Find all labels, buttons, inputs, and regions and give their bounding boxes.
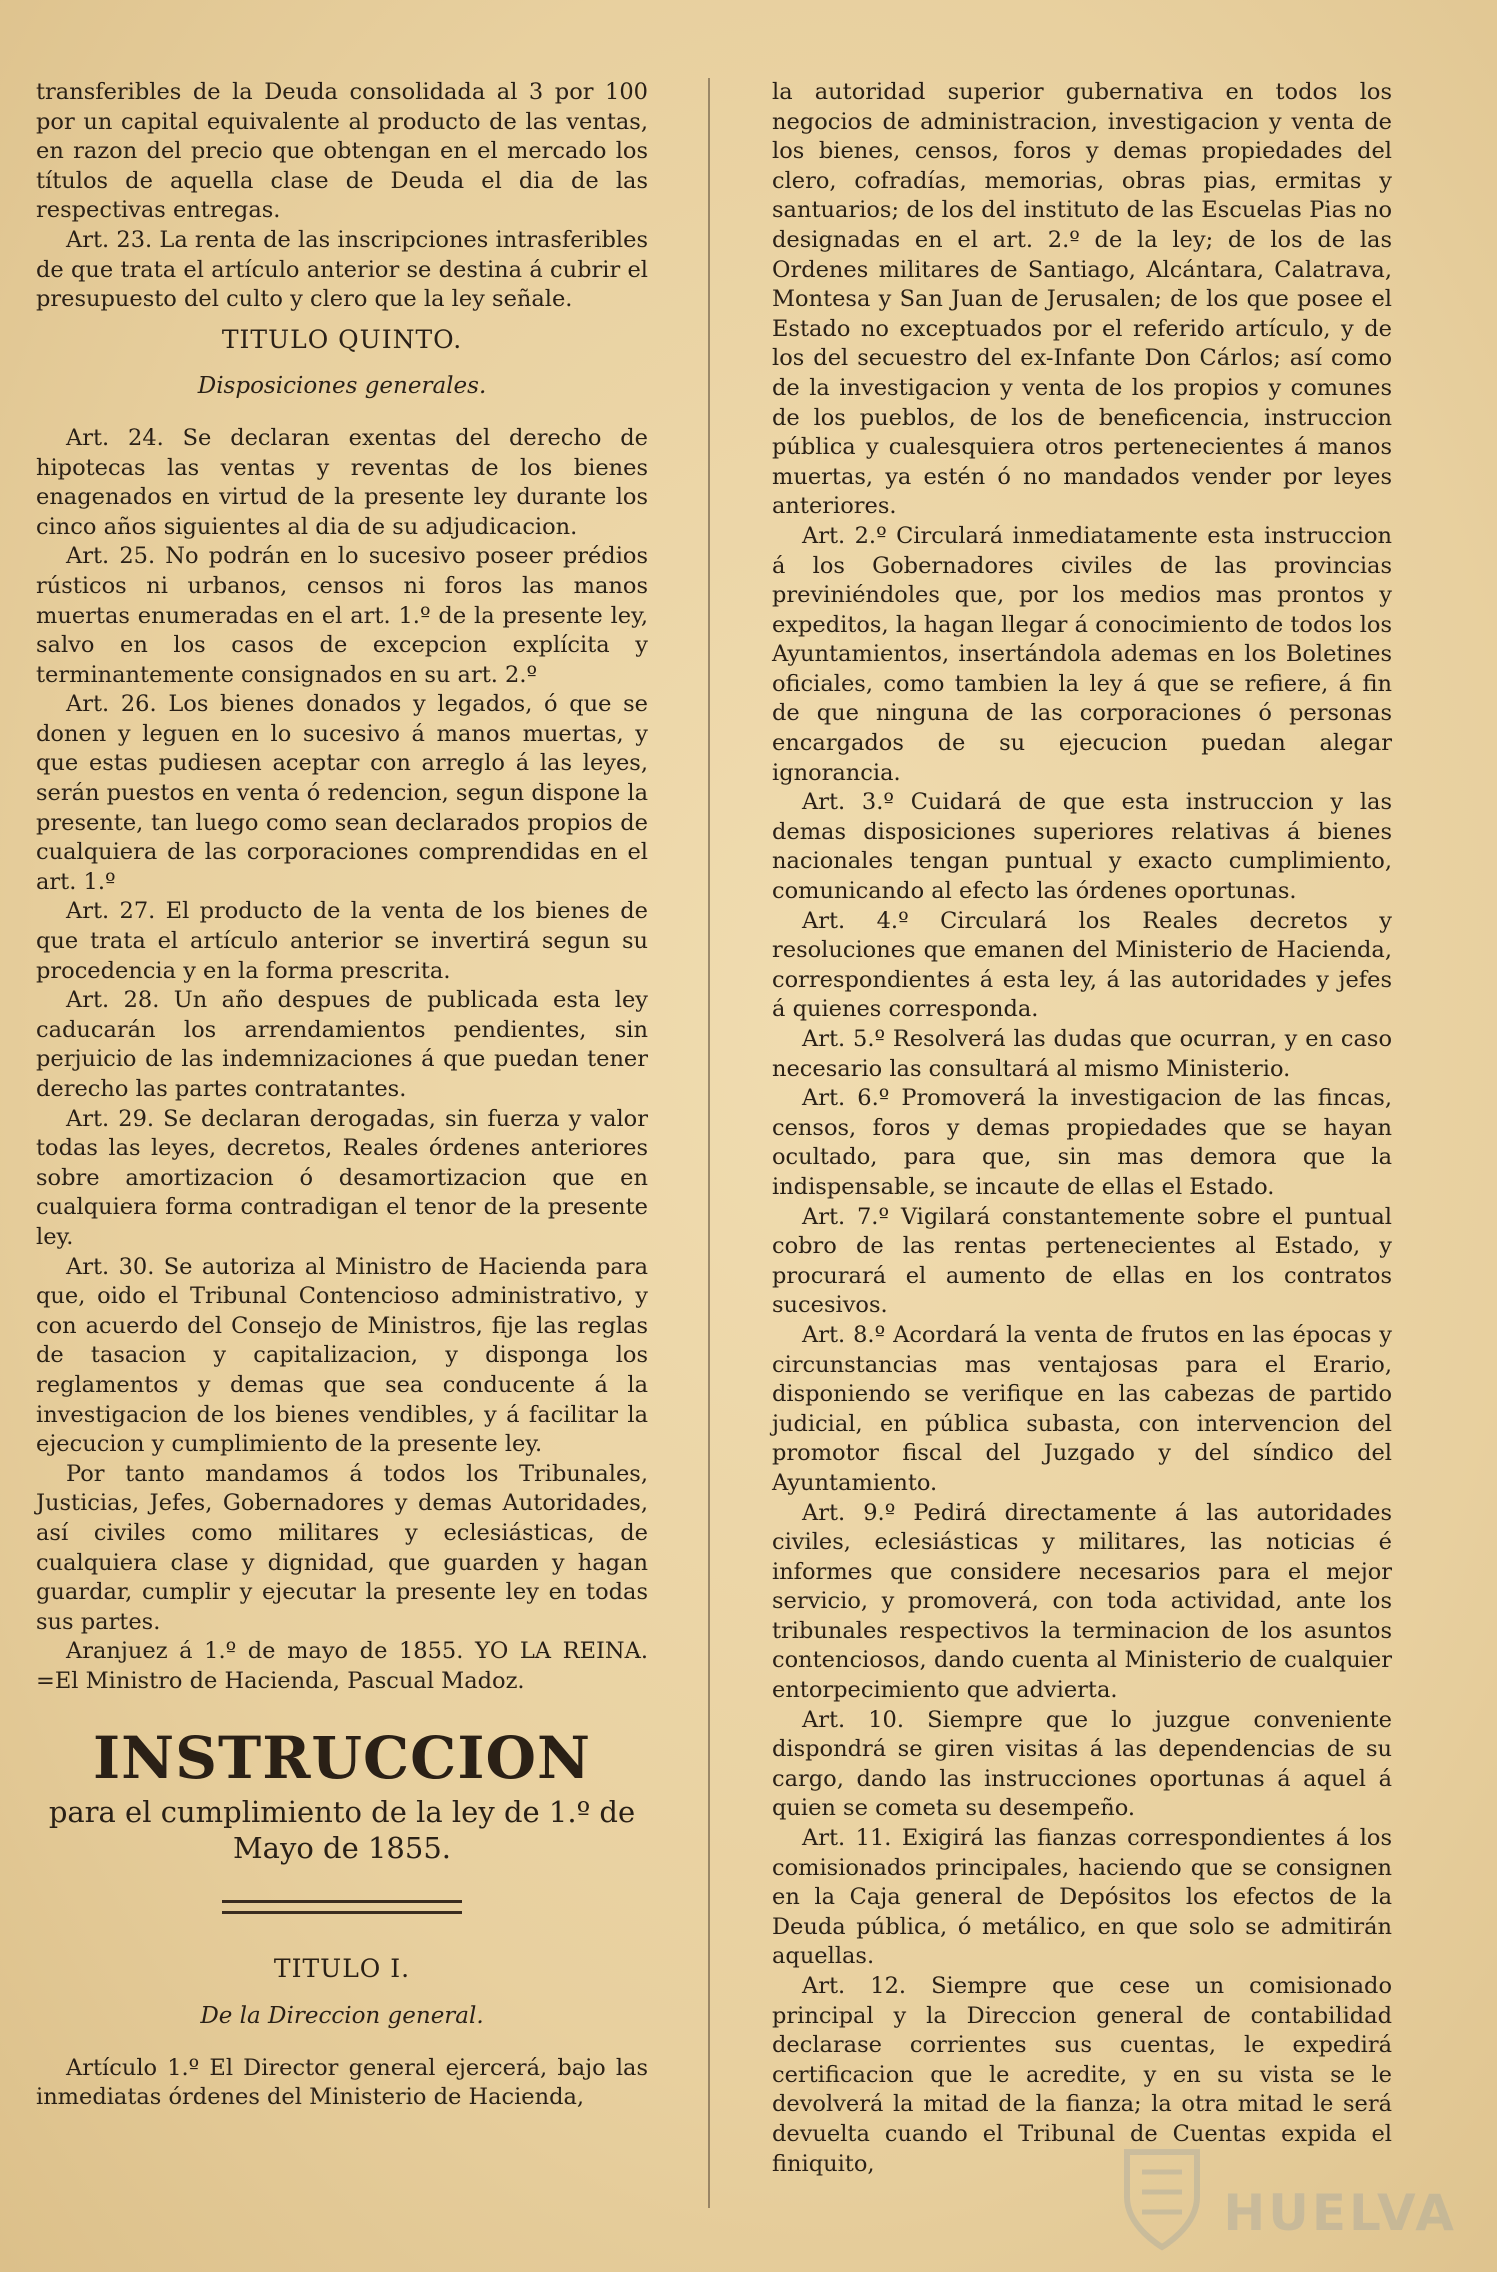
article-12: Art. 12. Siempre que cese un comisionado principal y la Direccion general de contabilidad declarase corrientes sus cuentas, le expedirá certificacion que le acredite, y en su vista se le devolverá la mitad de la fianza; la otra mitad le será devuelta cuando el Tribunal de Cuentas expida el finiquito,	[772, 1973, 1392, 2177]
column-divider	[708, 78, 710, 2208]
article-27: Art. 27. El producto de la venta de los bienes de que trata el artículo anterior se invertirá segun su procedencia y en la forma prescrita.	[36, 898, 648, 984]
section-heading-titulo-i: TITULO I.	[273, 1954, 411, 1984]
paragraph-continuation-right: la autoridad superior gubernativa en todos los negocios de administracion, investigacion y venta de los bienes, censos, foros y demas propiedades del clero, cofradías, memorias, obras pias, ermitas y santuarios; de los del instituto de las Escuelas Pias no designadas en el art. 2.º de la ley; de los de las Ordenes militares de Santiago, Alcántara, Calatrava, Montesa y San Juan de Jerusalen; de los que posee el Estado no exceptuados por el referido artículo, y de los del secuestro del ex-Infante Don Cárlos; así como de la investigacion y venta de los propios y comunes de los pueblos, de los de beneficencia, instruccion pública y cualesquiera otros pertenecientes á manos muertas, ya estén ó no mandados vender por leyes anteriores.	[772, 79, 1392, 520]
archive-watermark	[1117, 2142, 1457, 2252]
article-24: Art. 24. Se declaran exentas del derecho de hipotecas las ventas y reventas de los bienes enagenados en virtud de la presente ley durante los cinco años siguientes al dia de su adjudicacion.	[36, 424, 648, 540]
article-28: Art. 28. Un año despues de publicada esta ley caducarán los arrendamientos pendientes, sin perjuicio de las indemnizaciones á que puedan tener derecho las partes contratantes.	[36, 987, 648, 1102]
article-9: Art. 9.º Pedirá directamente á las autoridades civiles, eclesiásticas y militares, las noticias é informes que considere necesarios para el mejor servicio, y promoverá, con toda actividad, ante los tribunales respectivos la terminacion de los asuntos contenciosos, dando cuenta al Ministerio de cualquier entorpecimiento que advierta.	[772, 1499, 1392, 1704]
double-rule-divider	[222, 1900, 462, 1914]
article-6: Art. 6.º Promoverá la investigacion de las fincas, censos, foros y demas propiedades que se hayan ocultado, para que, sin mas demora que la indispensable, se incaute de ellas el Estado.	[772, 1085, 1392, 1200]
article-25: Art. 25. No podrán en lo sucesivo poseer prédios rústicos ni urbanos, censos ni foros las manos muertas enumeradas en el art. 1.º de la presente ley, salvo en los casos de excepcion explícita y terminantemente consignados en su art. 2.º	[36, 543, 648, 688]
article-8: Art. 8.º Acordará la venta de frutos en las épocas y circunstancias mas ventajosas para el Erario, disponiendo se verifique en las cabezas de partido judicial, en pública subasta, con intervencion del promotor fiscal del Juzgado y del síndico del Ayuntamiento.	[772, 1321, 1392, 1496]
right-column	[772, 78, 1392, 2179]
section-subheading-disposiciones: Disposiciones generales.	[197, 373, 487, 400]
left-column	[36, 78, 648, 2113]
shield-icon	[1117, 2142, 1207, 2252]
article-3: Art. 3.º Cuidará de que esta instruccion y las demas disposiciones superiores relativas á bienes nacionales tengan puntual y exacto cumplimiento, comunicando al efecto las órdenes oportunas.	[772, 789, 1392, 905]
article-11: Art. 11. Exigirá las fianzas correspondientes á los comisionados principales, haciendo que se consignen en la Caja general de Depósitos los efectos de la Deuda pública, ó metálico, en que solo se admitirán aquellas.	[772, 1825, 1392, 1970]
articulo-1: Artículo 1.º El Director general ejercerá, bajo las inmediatas órdenes del Ministerio de Hacienda,	[36, 2054, 648, 2111]
article-29: Art. 29. Se declaran derogadas, sin fuerza y valor todas las leyes, decretos, Reales órdenes anteriores sobre amortizacion ó desamortizacion que en cualquiera forma contradigan el tenor de la presente ley.	[36, 1105, 648, 1250]
signature-line: Aranjuez á 1.º de mayo de 1855. YO LA REINA. =El Ministro de Hacienda, Pascual Madoz.	[36, 1638, 648, 1694]
article-7: Art. 7.º Vigilará constantemente sobre el puntual cobro de las rentas pertenecientes al Estado, y procurará el aumento de ellas en los contratos sucesivos.	[772, 1203, 1392, 1319]
section-heading-titulo-quinto: TITULO QUINTO.	[221, 324, 463, 354]
section-subheading-direccion: De la Direccion general.	[200, 2003, 484, 2030]
article-26: Art. 26. Los bienes donados y legados, ó que se donen y leguen en lo sucesivo á manos muertas, y que estas pudiesen aceptar con arreglo á las leyes, serán puestos en venta ó redencion, segun dispone la presente, tan luego como sean declarados propios de cualquiera de las corporaciones comprendidas en el art. 1.º	[36, 691, 648, 895]
watermark-text: HUELVA	[1223, 2184, 1457, 2242]
instruccion-subtitle: para el cumplimiento de la ley de 1.º de Mayo de 1855.	[48, 1795, 636, 1866]
article-23: Art. 23. La renta de las inscripciones intrasferibles de que trata el artículo anterior se destina á cubrir el presupuesto del culto y clero que la ley señale.	[36, 226, 648, 313]
article-4: Art. 4.º Circulará los Reales decretos y resoluciones que emanen del Ministerio de Hacienda, correspondientes á esta ley, á las autoridades y jefes á quienes corresponda.	[772, 907, 1392, 1023]
closing-mandate: Por tanto mandamos á todos los Tribunales, Justicias, Jefes, Gobernadores y demas Autoridades, así civiles como militares y eclesiásticas, de cualquiera clase y dignidad, que guarden y hagan guardar, cumplir y ejecutar la presente ley en todas sus partes.	[36, 1460, 648, 1635]
article-30: Art. 30. Se autoriza al Ministro de Hacienda para que, oido el Tribunal Contencioso administrativo, y con acuerdo del Consejo de Ministros, fije las reglas de tasacion y capitalizacion, y disponga los reglamentos y demas que sea conducente á la investigacion de los bienes vendibles, y á facilitar la ejecucion y cumplimiento de la presente ley.	[36, 1253, 648, 1458]
article-2: Art. 2.º Circulará inmediatamente esta instruccion á los Gobernadores civiles de las provincias previniéndoles que, por los medios mas prontos y expeditos, la hagan llegar á conocimiento de todos los Ayuntamientos, insertándola ademas en los Boletines oficiales, como tambien la ley á que se refiere, á fin de que ninguna de las corporaciones ó personas encargados de su ejecucion puedan alegar ignorancia.	[772, 522, 1392, 786]
article-5: Art. 5.º Resolverá las dudas que ocurran, y en caso necesario las consultará al mismo Ministerio.	[772, 1026, 1392, 1082]
paragraph-continuation: transferibles de la Deuda consolidada al 3 por 100 por un capital equivalente al producto de las ventas, en razon del precio que obtengan en el mercado los títulos de aquella clase de Deuda el dia de las respectivas entregas.	[36, 79, 648, 224]
instruccion-title: INSTRUCCION	[93, 1724, 591, 1793]
article-10: Art. 10. Siempre que lo juzgue conveniente dispondrá se giren visitas á las dependencias de su cargo, dando las instrucciones oportunas á aquel á quien se cometa su desempeño.	[772, 1706, 1392, 1822]
